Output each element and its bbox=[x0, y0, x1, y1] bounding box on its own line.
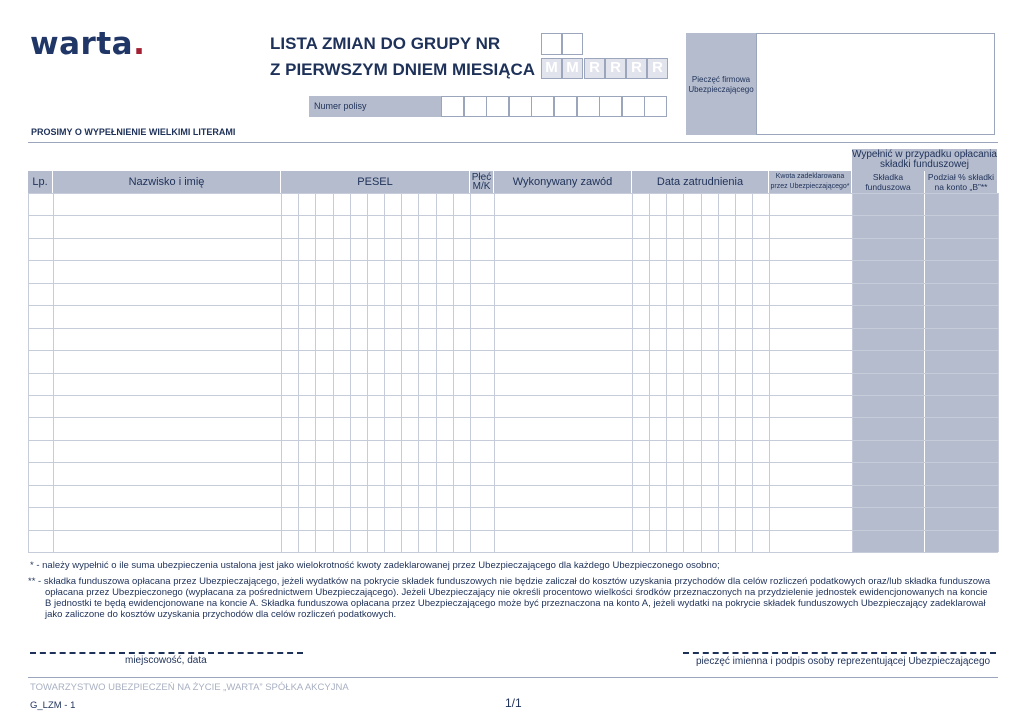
footnote-2-line1: ** - składka funduszowa opłacana przez Ubezpieczającego, jeżeli wydatków na pokrycie składek funduszowych nie będzie zaliczał do kosztów uzyskania przychodów dla celów rozliczeń podatkowych oraz/lub składka funduszowa bbox=[28, 576, 991, 587]
table-col-line bbox=[298, 193, 299, 552]
header-split-b: Podział % składki na konto „B”** bbox=[925, 171, 998, 193]
policy-number-label: Numer polisy bbox=[309, 96, 441, 117]
table-col-line bbox=[367, 193, 368, 552]
table-col-line bbox=[998, 193, 999, 552]
policy-number-box[interactable] bbox=[599, 96, 622, 117]
signature-label: pieczęć imienna i podpis osoby reprezentującej Ubezpieczającego bbox=[696, 656, 991, 667]
policy-number-box[interactable] bbox=[554, 96, 577, 117]
table-col-line bbox=[315, 193, 316, 552]
header-job: Wykonywany zawód bbox=[494, 171, 632, 193]
table-col-line bbox=[632, 193, 633, 552]
policy-number-box[interactable] bbox=[486, 96, 509, 117]
fund-group-header: Wypełnić w przypadku opłacania składki funduszowej bbox=[852, 149, 997, 170]
place-date-label: miejscowość, data bbox=[125, 655, 207, 666]
table-col-line bbox=[666, 193, 667, 552]
footnote-2-line4: jako zaliczone do kosztów uzyskania przychodów dla celów rozliczeń podatkowych. bbox=[45, 609, 397, 620]
date-box-r3[interactable]: R bbox=[626, 58, 647, 79]
policy-number-box[interactable] bbox=[644, 96, 667, 117]
table-col-line bbox=[718, 193, 719, 552]
table-col-line bbox=[752, 193, 753, 552]
table-col-line bbox=[333, 193, 334, 552]
group-number-box-1[interactable] bbox=[541, 33, 562, 55]
header-name: Nazwisko i imię bbox=[53, 171, 281, 193]
table-col-line bbox=[470, 193, 471, 552]
policy-number-box[interactable] bbox=[509, 96, 532, 117]
table-col-line bbox=[453, 193, 454, 552]
date-box-m2[interactable]: M bbox=[562, 58, 583, 79]
form-title-line1: LISTA ZMIAN DO GRUPY NR bbox=[270, 34, 501, 53]
policy-number-box[interactable] bbox=[464, 96, 487, 117]
footer-divider bbox=[28, 677, 998, 678]
page-number: 1/1 bbox=[505, 696, 522, 710]
logo-dot: . bbox=[133, 26, 146, 62]
place-date-line[interactable] bbox=[30, 652, 303, 654]
table-col-line bbox=[649, 193, 650, 552]
instruction-text: PROSIMY O WYPEŁNIENIE WIELKIMI LITERAMI bbox=[31, 127, 236, 137]
table-col-line bbox=[350, 193, 351, 552]
table-col-line bbox=[769, 193, 770, 552]
table-col-line bbox=[735, 193, 736, 552]
table-col-line bbox=[418, 193, 419, 552]
table-col-line bbox=[401, 193, 402, 552]
date-box-r1[interactable]: R bbox=[584, 58, 605, 79]
policy-number-box[interactable] bbox=[622, 96, 645, 117]
section-divider bbox=[28, 142, 998, 143]
logo-text: warta bbox=[30, 26, 134, 62]
footer-company-name: TOWARZYSTWO UBEZPIECZEŃ NA ŻYCIE „WARTA” SPÓŁKA AKCYJNA bbox=[30, 682, 349, 693]
policy-number-box[interactable] bbox=[531, 96, 554, 117]
header-declared-amount: Kwota zadeklarowana przez Ubezpieczającego* bbox=[769, 171, 852, 193]
table-col-line bbox=[53, 193, 54, 552]
table-col-line bbox=[852, 193, 853, 552]
table-col-line bbox=[683, 193, 684, 552]
form-title-line2: Z PIERWSZYM DNIEM MIESIĄCA bbox=[270, 60, 536, 79]
company-stamp-label: Pieczęć firmowa Ubezpieczającego bbox=[686, 33, 756, 135]
footnote-2-line2: opłacana przez Ubezpieczonego (wypłacana za pośrednictwem Ubezpieczającego). Jeżeli Ubezpieczający nie określi procentowo wielkości środków przeznaczonych na przydzielenie jednostek ewidencjonowanych na koncie bbox=[45, 587, 988, 598]
table-col-line bbox=[28, 193, 29, 552]
form-code: G_LZM - 1 bbox=[30, 700, 76, 711]
company-stamp-field[interactable] bbox=[756, 33, 995, 135]
header-pesel: PESEL bbox=[281, 171, 470, 193]
date-box-r2[interactable]: R bbox=[605, 58, 626, 79]
warta-logo bbox=[30, 26, 145, 62]
footnote-2-line3: B jednostki te będą ewidencjonowane na koncie A. Składka funduszowa opłacana przez Ubezpieczającego może być przeznaczona na konto A, jeżeli wydatki na pokrycie składek funduszowych Ubezpieczający zadeklarował bbox=[45, 598, 986, 609]
header-lp: Lp. bbox=[28, 171, 53, 193]
policy-number-box[interactable] bbox=[577, 96, 600, 117]
header-sex: Płeć M/K bbox=[470, 171, 494, 193]
table-col-line bbox=[494, 193, 495, 552]
policy-number-box[interactable] bbox=[441, 96, 464, 117]
table-col-line bbox=[701, 193, 702, 552]
header-fund-premium: Składka funduszowa bbox=[852, 171, 925, 193]
table-col-line bbox=[436, 193, 437, 552]
date-box-r4[interactable]: R bbox=[647, 58, 668, 79]
table-row-line bbox=[28, 552, 998, 553]
table-col-line bbox=[384, 193, 385, 552]
date-box-m1[interactable]: M bbox=[541, 58, 562, 79]
table-col-line bbox=[281, 193, 282, 552]
header-hire-date: Data zatrudnienia bbox=[632, 171, 769, 193]
signature-line[interactable] bbox=[683, 652, 996, 654]
footnote-1: * - należy wypełnić o ile suma ubezpieczenia ustalona jest jako wielokrotność kwoty zadeklarowanej przez Ubezpieczającego dla każdego Ubezpieczonego osobno; bbox=[30, 560, 720, 571]
group-number-box-2[interactable] bbox=[562, 33, 583, 55]
